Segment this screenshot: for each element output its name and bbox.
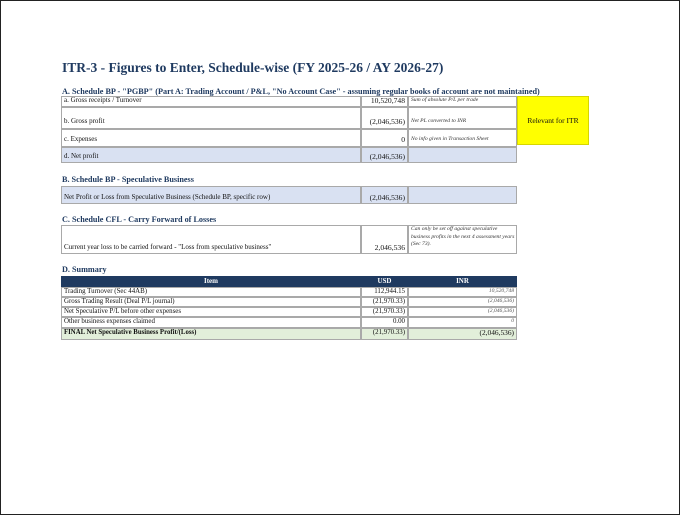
row-d-note — [408, 147, 517, 163]
summary-row-inr: (2,046,536) — [408, 297, 517, 307]
col-header-usd: USD — [361, 276, 408, 287]
section-d-heading: D. Summary — [62, 265, 107, 274]
row-a-value: 10,520,748 — [361, 96, 408, 107]
summary-row-item: Trading Turnover (Sec 44AB) — [61, 287, 361, 297]
row-c-note: No info given in Transaction Sheet — [408, 129, 517, 147]
row-b-label: b. Gross profit — [61, 107, 361, 129]
speculative-value: (2,046,536) — [361, 186, 408, 204]
summary-final-inr: (2,046,536) — [408, 328, 517, 340]
summary-final-item: FINAL Net Speculative Business Profit/(Loss) — [61, 328, 361, 340]
speculative-label: Net Profit or Loss from Speculative Business (Schedule BP, specific row) — [61, 186, 361, 204]
row-c-value: 0 — [361, 129, 408, 147]
cfl-value: 2,046,536 — [361, 225, 408, 254]
summary-row-item: Gross Trading Result (Deal P/L journal) — [61, 297, 361, 307]
summary-final-usd: (21,970.33) — [361, 328, 408, 340]
row-b-value: (2,046,536) — [361, 107, 408, 129]
speculative-note — [408, 186, 517, 204]
row-b-note: Net PL converted to INR — [408, 107, 517, 129]
summary-row-usd: (21,970.33) — [361, 297, 408, 307]
col-header-item: Item — [61, 276, 361, 287]
cfl-note: Can only be set off against speculative business profits in the next 4 assessment years (Sec 73). — [408, 225, 517, 254]
row-c-label: c. Expenses — [61, 129, 361, 147]
summary-row-item: Net Speculative P/L before other expenses — [61, 307, 361, 317]
summary-row-inr: 0 — [408, 317, 517, 328]
summary-row-inr: 10,520,748 — [408, 287, 517, 297]
col-header-inr: INR — [408, 276, 517, 287]
row-a-note: Sum of absolute P/L per trade — [408, 96, 517, 107]
row-d-label: d. Net profit — [61, 147, 361, 163]
page-title: ITR-3 - Figures to Enter, Schedule-wise (FY 2025-26 / AY 2026-27) — [62, 60, 444, 75]
row-a-label: a. Gross receipts / Turnover — [61, 96, 361, 107]
section-a-heading: A. Schedule BP - "PGBP" (Part A: Trading Account / P&L, "No Account Case" - assuming regular books of account are not maintained) — [62, 87, 540, 96]
section-c-heading: C. Schedule CFL - Carry Forward of Losses — [62, 215, 217, 224]
summary-row-item: Other business expenses claimed — [61, 317, 361, 328]
relevant-badge: Relevant for ITR — [517, 96, 589, 145]
summary-row-usd: 0.00 — [361, 317, 408, 328]
section-b-heading: B. Schedule BP - Speculative Business — [62, 175, 194, 184]
summary-row-usd: (21,970.33) — [361, 307, 408, 317]
summary-row-usd: 112,944.15 — [361, 287, 408, 297]
cfl-label: Current year loss to be carried forward - "Loss from speculative business" — [61, 225, 361, 254]
summary-row-inr: (2,046,536) — [408, 307, 517, 317]
row-d-value: (2,046,536) — [361, 147, 408, 163]
